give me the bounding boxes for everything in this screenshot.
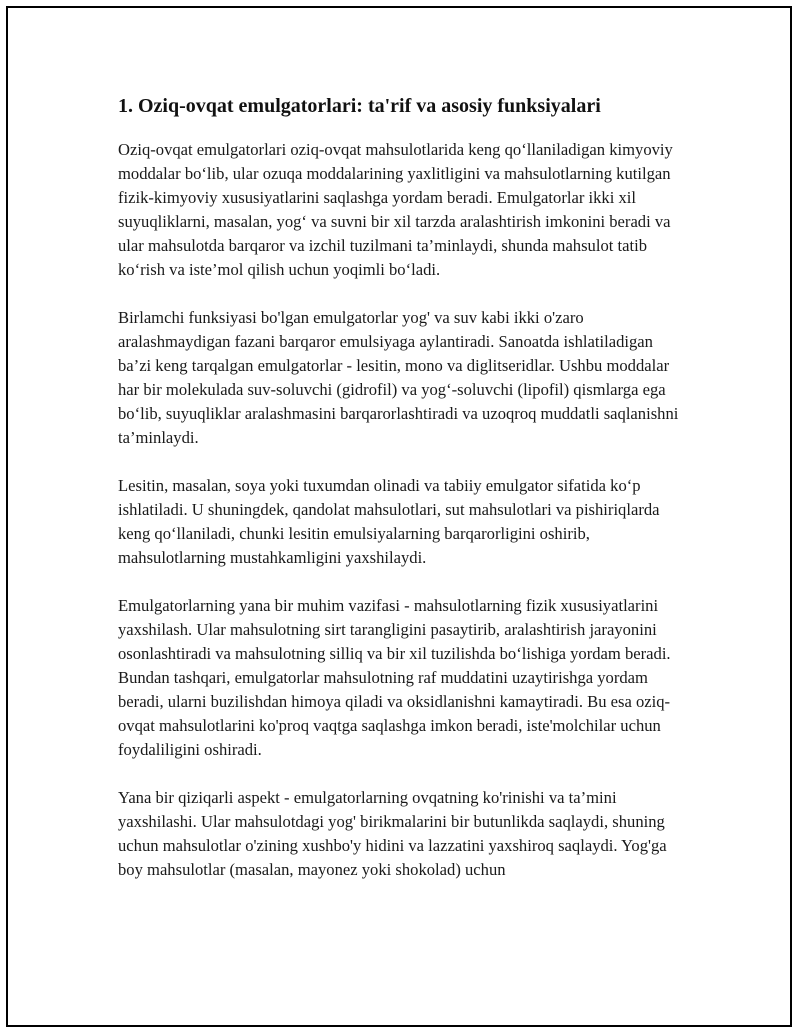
paragraph-physical-properties: Emulgatorlarning yana bir muhim vazifasi - mahsulotlarning fizik xususiyatlarini yaxshilash. Ular mahsulotning sirt tarangligini pasaytirib, aralashtirish jarayonini osonlashtiradi va mahsulotning silliq va bir xil tuzilishda bo‘lishiga yordam beradi. Bundan tashqari, emulgatorlar mahsulotning raf muddatini uzaytirishga yordam beradi, ularni buzilishdan himoya qiladi va oksidlanishni kamaytiradi. Bu esa oziq-ovqat mahsulotlarini ko'proq vaqtga saqlashga imkon beradi, iste'molchilar uchun foydaliligini oshiradi.: [118, 596, 671, 759]
paragraph-primary-function: Birlamchi funksiyasi bo'lgan emulgatorlar yog' va suv kabi ikki o'zaro aralashmaydigan fazani barqaror emulsiyaga aylantiradi. Sanoatda ishlatiladigan ba’zi keng tarqalgan emulgatorlar - lesitin, mono va diglitseridlar. Ushbu moddalar har bir molekulada suv-soluvchi (gidrofil) va yog‘-soluvchi (lipofil) qismlarga ega bo‘lib, suyuqliklar aralashmasini barqarorlashtiradi va uzoqroq muddatli saqlanishni ta’minlaydi.: [118, 308, 679, 447]
paragraph-lecithin: Lesitin, masalan, soya yoki tuxumdan olinadi va tabiiy emulgator sifatida ko‘p ishlatiladi. U shuningdek, qandolat mahsulotlari, sut mahsulotlari va pishiriqlarda keng qo‘llaniladi, chunki lesitin emulsiyalarning barqarorligini oshirib, mahsulotlarning mustahkamligini yaxshilaydi.: [118, 476, 660, 567]
document-body: [118, 93, 690, 906]
paragraph-definition: Oziq-ovqat emulgatorlari oziq-ovqat mahsulotlarida keng qo‘llaniladigan kimyoviy moddalar bo‘lib, ular ozuqa moddalarining yaxlitligini va mahsulotlarning kutilgan fizik-kimyoviy xususiyatlarini saqlashga yordam beradi. Emulgatorlar ikki xil suyuqliklarni, masalan, yog‘ va suvni bir xil tarzda aralashtirish imkonini beradi va ular mahsulotda barqaror va izchil tuzilmani ta’minlaydi, shunda mahsulot tatib ko‘rish va iste’mol qilish uchun yoqimli bo‘ladi.: [118, 140, 673, 279]
paragraph-appearance-taste: Yana bir qiziqarli aspekt - emulgatorlarning ovqatning ko'rinishi va ta’mini yaxshilashi. Ular mahsulotdagi yog' birikmalarini bir butunlikda saqlaydi, shuning uchun mahsulotlar o'zining xushbo'y hidini va lazzatini yaxshiroq saqlaydi. Yog'ga boy mahsulotlar (masalan, mayonez yoki shokolad) uchun: [118, 788, 667, 879]
section-heading: 1. Oziq-ovqat emulgatorlari: ta'rif va asosiy funksiyalari: [118, 95, 601, 117]
